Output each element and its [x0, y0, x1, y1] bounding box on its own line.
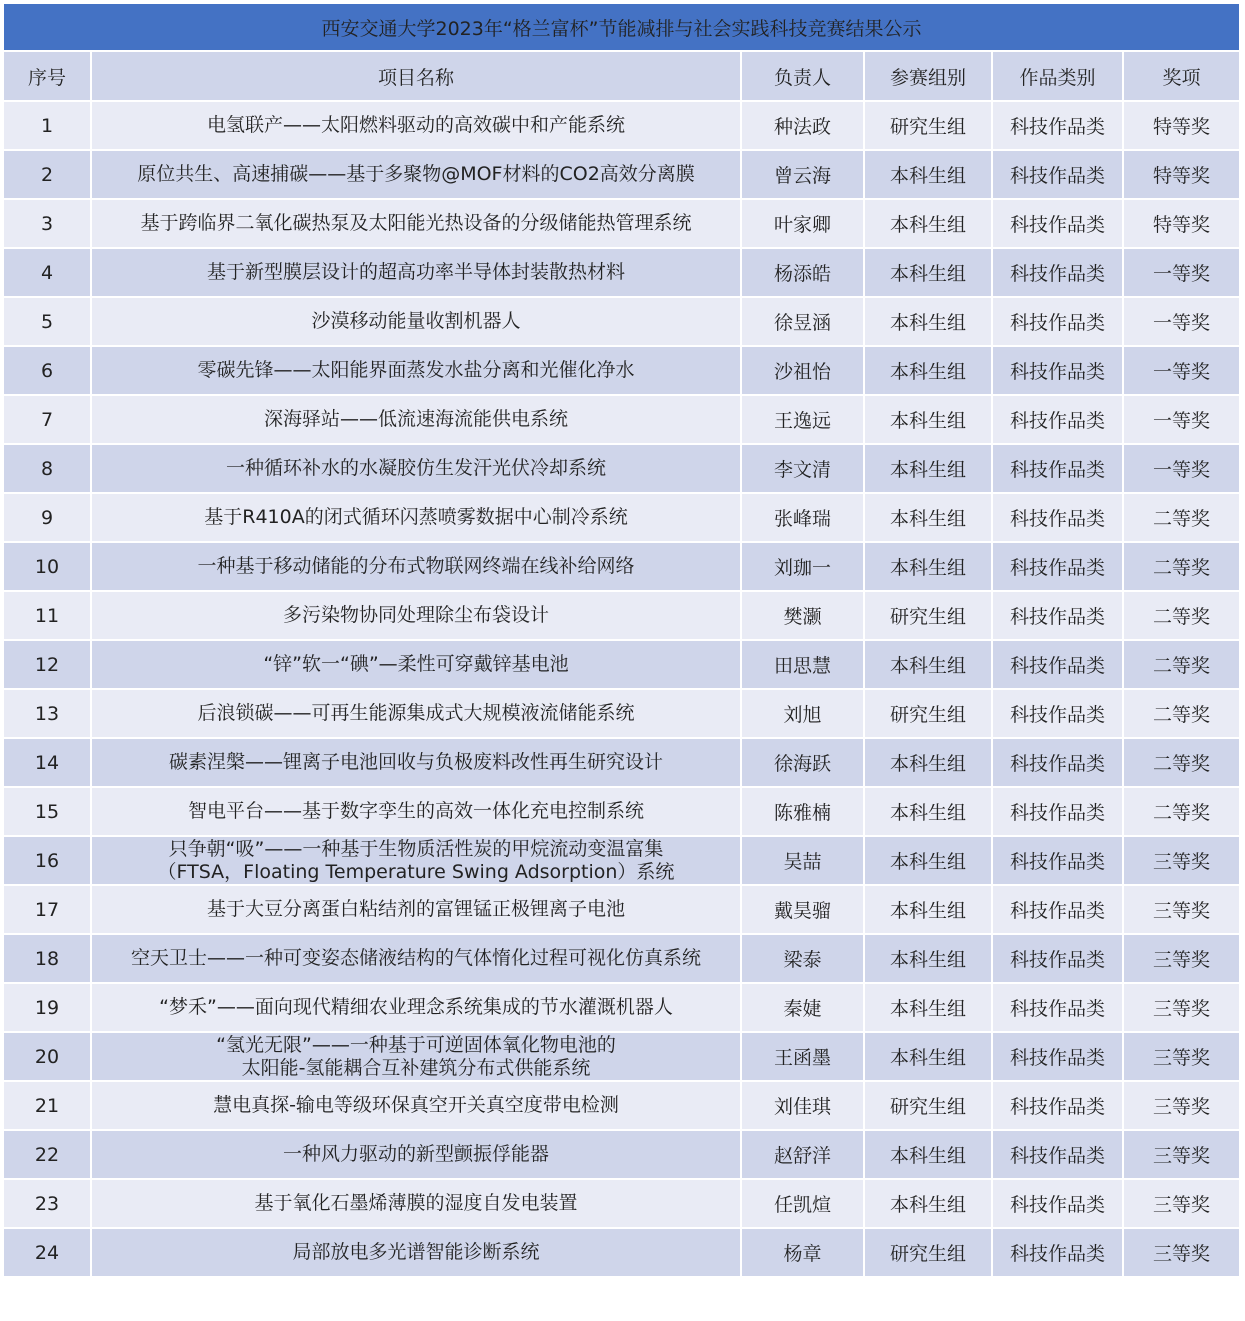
- cell-category: 科技作品类: [992, 150, 1123, 199]
- cell-category: 科技作品类: [992, 1179, 1123, 1228]
- cell-category: 科技作品类: [992, 640, 1123, 689]
- cell-group: 本科生组: [864, 542, 992, 591]
- cell-group: 本科生组: [864, 444, 992, 493]
- cell-number: 6: [3, 346, 91, 395]
- cell-number: 20: [3, 1032, 91, 1081]
- cell-project-name: [91, 248, 741, 297]
- cell-number: 15: [3, 787, 91, 836]
- cell-category: 科技作品类: [992, 346, 1123, 395]
- cell-award: 二等奖: [1123, 591, 1240, 640]
- project-name-line: 局部放电多光谱智能诊断系统: [292, 1241, 540, 1263]
- header-row: [3, 51, 1240, 101]
- cell-project-name: [91, 885, 741, 934]
- cell-award: 三等奖: [1123, 934, 1240, 983]
- cell-award: 特等奖: [1123, 101, 1240, 150]
- cell-award: 二等奖: [1123, 640, 1240, 689]
- table-row: [3, 934, 1240, 983]
- cell-group: 研究生组: [864, 689, 992, 738]
- cell-project-name: [91, 1130, 741, 1179]
- cell-number: 5: [3, 297, 91, 346]
- cell-number: 14: [3, 738, 91, 787]
- cell-project-name: [91, 591, 741, 640]
- cell-group: 本科生组: [864, 297, 992, 346]
- cell-leader: 刘佳琪: [741, 1081, 864, 1130]
- cell-award: 一等奖: [1123, 248, 1240, 297]
- cell-category: 科技作品类: [992, 297, 1123, 346]
- cell-project-name: [91, 542, 741, 591]
- cell-group: 本科生组: [864, 346, 992, 395]
- cell-category: 科技作品类: [992, 1130, 1123, 1179]
- table-row: [3, 738, 1240, 787]
- cell-leader: 沙祖怡: [741, 346, 864, 395]
- cell-group: 本科生组: [864, 150, 992, 199]
- col-header-group: 参赛组别: [864, 51, 992, 101]
- cell-award: 二等奖: [1123, 738, 1240, 787]
- table-row: [3, 1179, 1240, 1228]
- cell-group: 本科生组: [864, 787, 992, 836]
- cell-award: 二等奖: [1123, 493, 1240, 542]
- cell-award: 一等奖: [1123, 297, 1240, 346]
- project-name-line: 深海驿站——低流速海流能供电系统: [263, 408, 568, 430]
- cell-leader: 樊灏: [741, 591, 864, 640]
- cell-group: 本科生组: [864, 983, 992, 1032]
- col-header-award: 奖项: [1123, 51, 1240, 101]
- project-name-line: 基于氧化石墨烯薄膜的湿度自发电装置: [254, 1192, 578, 1214]
- cell-leader: 张峰瑞: [741, 493, 864, 542]
- cell-number: 3: [3, 199, 91, 248]
- project-name-line: “锌”软一“碘”—柔性可穿戴锌基电池: [263, 653, 569, 675]
- table-row: [3, 199, 1240, 248]
- cell-number: 8: [3, 444, 91, 493]
- table-title: 西安交通大学2023年“格兰富杯”节能减排与社会实践科技竞赛结果公示: [3, 3, 1240, 51]
- cell-award: 三等奖: [1123, 1081, 1240, 1130]
- cell-award: 三等奖: [1123, 1179, 1240, 1228]
- cell-leader: 戴昊骝: [741, 885, 864, 934]
- table-row: [3, 1081, 1240, 1130]
- project-name-line: 智电平台——基于数字孪生的高效一体化充电控制系统: [187, 800, 644, 822]
- cell-leader: 梁泰: [741, 934, 864, 983]
- table-body: [3, 101, 1240, 1277]
- cell-leader: 徐海跃: [741, 738, 864, 787]
- cell-project-name: [91, 199, 741, 248]
- cell-number: 4: [3, 248, 91, 297]
- cell-number: 21: [3, 1081, 91, 1130]
- cell-project-name: [91, 1228, 741, 1277]
- cell-project-name: [91, 297, 741, 346]
- table-row: [3, 493, 1240, 542]
- cell-project-name: [91, 444, 741, 493]
- table-row: [3, 689, 1240, 738]
- cell-number: 2: [3, 150, 91, 199]
- cell-category: 科技作品类: [992, 1032, 1123, 1081]
- cell-project-name: [91, 346, 741, 395]
- project-name-line: “氢光无限”——一种基于可逆固体氧化物电池的: [216, 1033, 616, 1056]
- cell-leader: 徐昱涵: [741, 297, 864, 346]
- cell-project-name: [91, 836, 741, 885]
- cell-number: 17: [3, 885, 91, 934]
- cell-leader: 王逸远: [741, 395, 864, 444]
- project-name-line: 基于R410A的闭式循环闪蒸喷雾数据中心制冷系统: [204, 506, 628, 528]
- cell-number: 19: [3, 983, 91, 1032]
- cell-project-name: [91, 689, 741, 738]
- cell-award: 特等奖: [1123, 199, 1240, 248]
- cell-group: 本科生组: [864, 493, 992, 542]
- table-row: [3, 395, 1240, 444]
- cell-group: 本科生组: [864, 640, 992, 689]
- cell-category: 科技作品类: [992, 1081, 1123, 1130]
- cell-category: 科技作品类: [992, 444, 1123, 493]
- project-name-line: 一种风力驱动的新型颤振俘能器: [282, 1143, 549, 1165]
- table-row: [3, 297, 1240, 346]
- cell-number: 7: [3, 395, 91, 444]
- cell-leader: 田思慧: [741, 640, 864, 689]
- cell-award: 三等奖: [1123, 1130, 1240, 1179]
- cell-award: 一等奖: [1123, 444, 1240, 493]
- cell-award: 三等奖: [1123, 1032, 1240, 1081]
- cell-group: 本科生组: [864, 1179, 992, 1228]
- table-row: [3, 150, 1240, 199]
- cell-project-name: [91, 983, 741, 1032]
- cell-award: 三等奖: [1123, 983, 1240, 1032]
- project-name-line: 多污染物协同处理除尘布袋设计: [282, 604, 549, 626]
- cell-leader: 杨章: [741, 1228, 864, 1277]
- project-name-line: 慧电真探-输电等级环保真空开关真空度带电检测: [213, 1094, 619, 1116]
- cell-project-name: [91, 787, 741, 836]
- cell-project-name: [91, 934, 741, 983]
- col-header-no: 序号: [3, 51, 91, 101]
- cell-category: 科技作品类: [992, 101, 1123, 150]
- cell-category: 科技作品类: [992, 934, 1123, 983]
- project-name-line: 一种基于移动储能的分布式物联网终端在线补给网络: [197, 555, 635, 577]
- cell-number: 23: [3, 1179, 91, 1228]
- cell-number: 16: [3, 836, 91, 885]
- table-row: [3, 444, 1240, 493]
- cell-leader: 刘旭: [741, 689, 864, 738]
- table-row: [3, 1032, 1240, 1081]
- cell-project-name: [91, 1081, 741, 1130]
- cell-number: 22: [3, 1130, 91, 1179]
- cell-leader: 陈雅楠: [741, 787, 864, 836]
- project-name-line: （FTSA，Floating Temperature Swing Adsorption）系统: [157, 860, 675, 883]
- project-name-line: 基于跨临界二氧化碳热泵及太阳能光热设备的分级储能热管理系统: [140, 212, 692, 234]
- cell-category: 科技作品类: [992, 493, 1123, 542]
- cell-group: 本科生组: [864, 199, 992, 248]
- project-name-line: 原位共生、高速捕碳——基于多聚物@MOF材料的CO2高效分离膜: [137, 163, 695, 185]
- cell-group: 本科生组: [864, 1032, 992, 1081]
- cell-category: 科技作品类: [992, 1228, 1123, 1277]
- cell-project-name: [91, 640, 741, 689]
- cell-leader: 王函墨: [741, 1032, 864, 1081]
- cell-group: 研究生组: [864, 101, 992, 150]
- cell-award: 三等奖: [1123, 836, 1240, 885]
- results-table: [2, 2, 1241, 1278]
- cell-category: 科技作品类: [992, 591, 1123, 640]
- cell-award: 三等奖: [1123, 885, 1240, 934]
- cell-group: 研究生组: [864, 1081, 992, 1130]
- table-row: [3, 885, 1240, 934]
- project-name-line: 后浪锁碳——可再生能源集成式大规模液流储能系统: [197, 702, 635, 724]
- table-row: [3, 591, 1240, 640]
- cell-group: 本科生组: [864, 836, 992, 885]
- cell-group: 本科生组: [864, 248, 992, 297]
- cell-leader: 秦婕: [741, 983, 864, 1032]
- table-row: [3, 983, 1240, 1032]
- cell-category: 科技作品类: [992, 787, 1123, 836]
- cell-group: 本科生组: [864, 738, 992, 787]
- cell-leader: 杨添皓: [741, 248, 864, 297]
- table-row: [3, 640, 1240, 689]
- cell-number: 11: [3, 591, 91, 640]
- project-name-line: 碳素涅槃——锂离子电池回收与负极废料改性再生研究设计: [168, 751, 663, 773]
- project-name-line: “梦禾”——面向现代精细农业理念系统集成的节水灌溉机器人: [159, 996, 673, 1018]
- project-name-line: 沙漠移动能量收割机器人: [311, 310, 521, 332]
- cell-leader: 吴喆: [741, 836, 864, 885]
- cell-leader: 叶家卿: [741, 199, 864, 248]
- table-row: [3, 1228, 1240, 1277]
- project-name-line: 空天卫士——一种可变姿态储液结构的气体惰化过程可视化仿真系统: [130, 947, 701, 969]
- cell-project-name: [91, 1179, 741, 1228]
- cell-leader: 任凯煊: [741, 1179, 864, 1228]
- cell-project-name: [91, 738, 741, 787]
- table-row: [3, 1130, 1240, 1179]
- cell-category: 科技作品类: [992, 885, 1123, 934]
- cell-leader: 曾云海: [741, 150, 864, 199]
- project-name-line: 电氢联产——太阳燃料驱动的高效碳中和产能系统: [206, 114, 625, 136]
- cell-category: 科技作品类: [992, 983, 1123, 1032]
- cell-number: 1: [3, 101, 91, 150]
- cell-award: 一等奖: [1123, 395, 1240, 444]
- table-row: [3, 346, 1240, 395]
- cell-number: 13: [3, 689, 91, 738]
- cell-group: 本科生组: [864, 395, 992, 444]
- cell-award: 二等奖: [1123, 542, 1240, 591]
- cell-number: 10: [3, 542, 91, 591]
- cell-leader: 刘珈一: [741, 542, 864, 591]
- cell-leader: 种法政: [741, 101, 864, 150]
- cell-group: 研究生组: [864, 1228, 992, 1277]
- cell-category: 科技作品类: [992, 248, 1123, 297]
- cell-project-name: [91, 101, 741, 150]
- cell-category: 科技作品类: [992, 395, 1123, 444]
- project-name-line: 基于大豆分离蛋白粘结剂的富锂锰正极锂离子电池: [206, 898, 625, 920]
- cell-group: 本科生组: [864, 885, 992, 934]
- cell-group: 本科生组: [864, 934, 992, 983]
- col-header-category: 作品类别: [992, 51, 1123, 101]
- cell-category: 科技作品类: [992, 199, 1123, 248]
- cell-project-name: [91, 150, 741, 199]
- cell-number: 24: [3, 1228, 91, 1277]
- table-row: [3, 101, 1240, 150]
- project-name-line: 太阳能-氢能耦合互补建筑分布式供能系统: [241, 1056, 591, 1079]
- cell-project-name: [91, 395, 741, 444]
- col-header-name: 项目名称: [91, 51, 741, 101]
- col-header-leader: 负责人: [741, 51, 864, 101]
- table-row: [3, 248, 1240, 297]
- cell-category: 科技作品类: [992, 542, 1123, 591]
- project-name-line: 基于新型膜层设计的超高功率半导体封装散热材料: [206, 261, 625, 283]
- cell-award: 特等奖: [1123, 150, 1240, 199]
- table-row: [3, 836, 1240, 885]
- cell-number: 12: [3, 640, 91, 689]
- cell-award: 二等奖: [1123, 689, 1240, 738]
- project-name-line: 一种循环补水的水凝胶仿生发汗光伏冷却系统: [225, 457, 606, 479]
- cell-category: 科技作品类: [992, 836, 1123, 885]
- cell-group: 本科生组: [864, 1130, 992, 1179]
- cell-group: 研究生组: [864, 591, 992, 640]
- cell-number: 18: [3, 934, 91, 983]
- cell-leader: 李文清: [741, 444, 864, 493]
- cell-award: 二等奖: [1123, 787, 1240, 836]
- project-name-line: 只争朝“吸”——一种基于生物质活性炭的甲烷流动变温富集: [168, 837, 664, 860]
- cell-number: 9: [3, 493, 91, 542]
- cell-award: 三等奖: [1123, 1228, 1240, 1277]
- cell-project-name: [91, 1032, 741, 1081]
- project-name-line: 零碳先锋——太阳能界面蒸发水盐分离和光催化净水: [197, 359, 635, 381]
- cell-category: 科技作品类: [992, 738, 1123, 787]
- cell-award: 一等奖: [1123, 346, 1240, 395]
- table-row: [3, 542, 1240, 591]
- table-row: [3, 787, 1240, 836]
- cell-project-name: [91, 493, 741, 542]
- cell-category: 科技作品类: [992, 689, 1123, 738]
- title-row: [3, 3, 1240, 51]
- cell-leader: 赵舒洋: [741, 1130, 864, 1179]
